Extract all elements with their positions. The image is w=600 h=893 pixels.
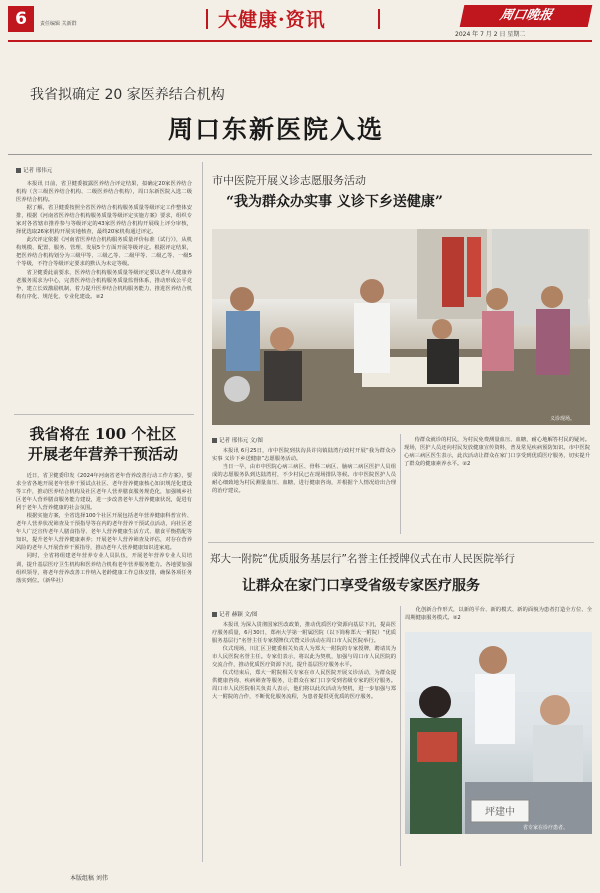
- column-separator: [400, 434, 401, 534]
- volunteer-clinic-photo: [212, 229, 590, 425]
- article2-paragraph: 同时，全省将组建老年营养专业人员队伍，开展老年营养专业人员培训，提升基层医疗卫生机构和医养结合机构老年营养服务能力。各地要加强组织领导，将老年营养改善工作纳入老龄健康工作总体安排，确保各项任务落实到位。（新华社）: [16, 553, 192, 584]
- desk-sign: 坪建中: [485, 807, 515, 818]
- article2-paragraph: 根据实施方案，全省选择100个社区开展包括老年营养健康科普宣传、老年人营养状况筛查及干预指导等在内的老年营养干预试点活动，向社区老年人广泛宣传老年人膳食指导、老年人营养健康生活方式、膳食平衡搭配等知识，提升老年人营养健康素养；开展老年人营养筛查及评估，对存在营养风险的老年人开展营养干预指导，推动老年人营养健康知识进家庭。: [16, 513, 192, 552]
- header-rule: [8, 40, 592, 42]
- article3-paragraph: 侍群众就诊的村民，为村民免费测量血压、血糖，耐心地解答村民的疑问。现场，医护人员还向村民发放健康宣传资料，普及常见疾病预防知识。市中医院心病三病区医生表示，此次活动让群众在家门口享受到优质医疗服务，切实提升了群众的健康素养水平。②2: [404, 437, 590, 468]
- article2-headline-line2: 开展老年营养干预活动: [27, 445, 178, 463]
- article1-paragraph: 此次评定依据《河南省医养结合机构服务质量评价标准（试行）》，从机构规模、配置、服务、管理、发展5个方面开展等级评定。根据评定结果，把医养结合机构划分为三级甲等、三级乙等、二级甲等、二级乙等、一级5个等级，不符合等级评定要求的默认为未定等级。: [16, 237, 192, 268]
- editor-credit: 责任编辑 关新群: [40, 21, 77, 27]
- section-divider-left: [206, 9, 208, 29]
- photo-illustration: [405, 632, 592, 834]
- article4-paragraph: 本报讯 为深入贯彻国家医改政策，推动优质医疗资源向基层下沉，提高医疗服务质量，6月30日，郑州大学第一附属医院（以下简称郑大一附院）“优质服务基层行”名誉主任专家授牌仪式暨义诊活动在周口市人民医院举行。: [212, 622, 396, 645]
- section-rule: [208, 542, 594, 543]
- article4-kicker: 郑大一附院“优质服务基层行”名誉主任授牌仪式在市人民医院举行: [210, 553, 515, 565]
- article1-headline: 周口东新医院入选: [168, 115, 385, 144]
- article3-paragraph: 本报讯 6月25日，市中医院到扶沟县许岗镇陆湾行政村开展“我为群众办实事 义诊下乡送健康”志愿服务活动。: [212, 448, 396, 463]
- article4-headline: 让群众在家门口享受省级专家医疗服务: [242, 578, 480, 594]
- section-divider-right: [378, 9, 380, 29]
- article1-reporter: 记者 邢伟元: [16, 166, 52, 174]
- column-rule: [14, 414, 194, 415]
- article4-body-col1: [212, 621, 396, 865]
- photo2-caption: 省专家在诊疗患者。: [523, 825, 569, 831]
- headline-rule: [8, 154, 592, 155]
- article4-reporter: 记者 赫颖 文/图: [212, 610, 257, 618]
- article1-kicker: 我省拟确定 20 家医养结合机构: [30, 87, 225, 103]
- article3-reporter: 记者 邢伟元 文/图: [212, 436, 263, 444]
- article3-kicker: 市中医院开展义诊志愿服务活动: [212, 174, 366, 187]
- section-title: 大健康·资讯: [218, 9, 326, 31]
- article4-paragraph: 化创新合作形式，以新的平台、新的模式、新的面貌为患者打造全方位、全周期健康服务模式。②2: [405, 607, 592, 622]
- photo-illustration: [212, 229, 590, 425]
- photo1-caption: 义诊现场。: [550, 416, 576, 422]
- column-separator: [400, 606, 401, 866]
- article4-paragraph: 仪式现场，川汇区卫健委相关负责人为郑大一附院的专家授牌，聘请其为市人民医院名誉主任。专家们表示，将以此为契机，加强与周口市人民医院的交流合作，推动优质医疗资源下沉，提升基层医疗服务水平。: [212, 646, 396, 669]
- article4-body-col2: [405, 606, 592, 630]
- article3-body-col1: [212, 447, 396, 535]
- column-separator: [202, 162, 203, 862]
- article1-paragraph: 省卫健委此前要求，医养结合机构服务质量等级评定要以老年人健康养老服务需求为中心，完善医养结合机构服务质量监督体系，推动形成公平竞争，建立长效激励机制，着力提升医养结合机构服务能力，推进医养结合机构有序化、规范化、专业化建设。②2: [16, 269, 192, 300]
- article1-body: [16, 180, 192, 406]
- article3-headline: “我为群众办实事 义诊下乡送健康”: [226, 194, 443, 210]
- article2-headline: [14, 424, 192, 464]
- article2-headline-line1: 我省将在 100 个社区: [29, 425, 177, 443]
- article4-paragraph: 仪式结束后，郑大一附院相关专家在市人民医院开展义诊活动，为群众提供健康咨询、疾病筛查等服务，让群众在家门口享受到省级专家的医疗服务。周口市人民医院相关负责人表示，他们将以此次活动为契机，进一步加强与郑大一附院的合作，不断优化服务流程，为患者提供更优质的医疗服务。: [212, 670, 396, 701]
- issue-date: 2024 年 7 月 2 日 星期二: [455, 31, 526, 38]
- article2-body: [16, 472, 192, 808]
- layout-credit: 本版组稿 刘伟: [70, 875, 108, 882]
- article3-paragraph: 当日一早，由市中医院心病三病区、骨科二病区、脑病二病区医护人员组成的志愿服务队到达陆湾村，不少村民已在现场排队等候。市中医院医护人员耐心细致地为村民测量血压、血糖，进行健康咨询，并根据个人情况给出合理的治疗建议。: [212, 464, 396, 495]
- article1-paragraph: 本报讯 日前，省卫健委披露医养结合评定结果，拟确定20家医养结合机构（含三级医养结合机构、二级医养结合机构），周口东新医院入选二级医养结合机构。: [16, 181, 192, 204]
- newspaper-logo: 周口晚报: [460, 5, 593, 27]
- page-number: 6: [8, 6, 34, 32]
- article1-paragraph: 据了解，省卫健委按照全省医养结合机构服务质量等级评定工作整体安排，根据《河南省医养结合机构服务质量等级评定实施方案》要求，组织专家对各省辖市推荐参与等级评定的43家医养结合机构开展线上评分审核，择优选取26家机构开展实地核查，最终20家机构通过评定。: [16, 205, 192, 236]
- article2-paragraph: 近日，省卫健委印发《2024年河南省老年营养改善行动工作方案》，要求全省各地开展老年营养干预试点社区、老年营养健康核心知识规范化建设等工作，推动医养结合机构及社区老年人营养膳食服务规范化，加强城乡社区老年人营养膳食服务能力建设，进一步改善老年人营养健康状况，促进有利于老年人营养健康的社会氛围。: [16, 473, 192, 512]
- article3-body-col2: [404, 436, 590, 532]
- expert-consultation-photo: [405, 632, 592, 834]
